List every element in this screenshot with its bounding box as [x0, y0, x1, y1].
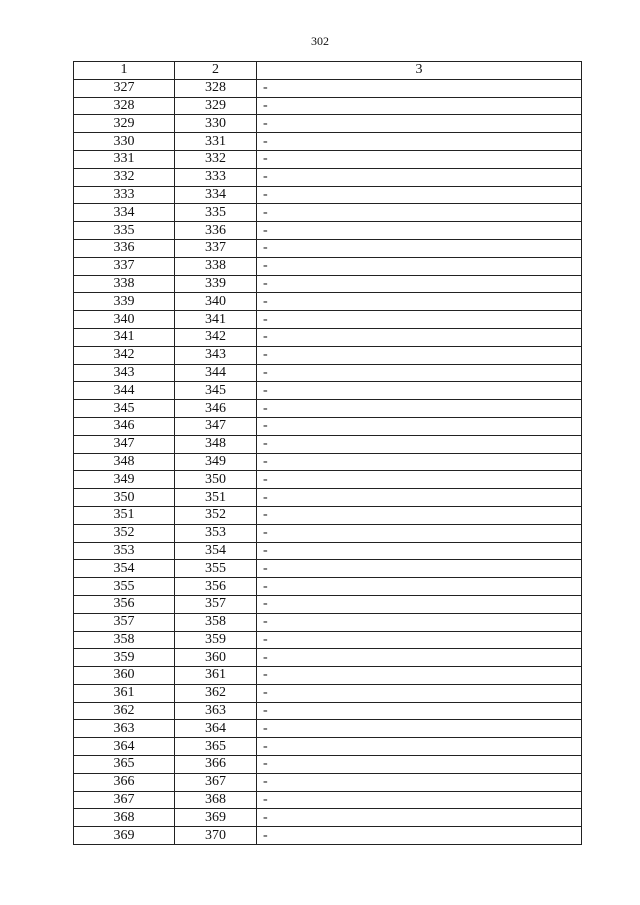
- table-cell-col-2: 362: [175, 684, 257, 702]
- table-cell-col-1: 333: [74, 186, 175, 204]
- table-cell-col-2: 370: [175, 827, 257, 845]
- table-cell-col-3: -: [257, 222, 582, 240]
- table-cell-col-3: -: [257, 595, 582, 613]
- table-cell-col-3: -: [257, 773, 582, 791]
- table-cell-col-1: 346: [74, 417, 175, 435]
- table-cell-col-3: -: [257, 667, 582, 685]
- table-cell-col-2: 366: [175, 756, 257, 774]
- table-cell-col-1: 341: [74, 328, 175, 346]
- table-cell-col-1: 332: [74, 168, 175, 186]
- table-cell-col-3: -: [257, 311, 582, 329]
- table-cell-col-1: 361: [74, 684, 175, 702]
- table-cell-col-1: 347: [74, 435, 175, 453]
- table-cell-col-1: 357: [74, 613, 175, 631]
- table-row: [74, 560, 582, 578]
- table-cell-col-1: 365: [74, 756, 175, 774]
- table-row: [74, 702, 582, 720]
- table-cell-col-1: 364: [74, 738, 175, 756]
- table-row: [74, 613, 582, 631]
- table-cell-col-2: 341: [175, 311, 257, 329]
- table-cell-col-1: 343: [74, 364, 175, 382]
- table-row: [74, 506, 582, 524]
- table-row: [74, 489, 582, 507]
- table-row: [74, 364, 582, 382]
- table-cell-col-3: -: [257, 239, 582, 257]
- table-row: [74, 756, 582, 774]
- table-cell-col-1: 362: [74, 702, 175, 720]
- table-cell-col-1: 359: [74, 649, 175, 667]
- table-row: [74, 346, 582, 364]
- table-cell-col-1: 330: [74, 133, 175, 151]
- table-row: [74, 809, 582, 827]
- table-cell-col-1: 344: [74, 382, 175, 400]
- table-cell-col-2: 335: [175, 204, 257, 222]
- table-cell-col-2: 332: [175, 150, 257, 168]
- table-row: [74, 79, 582, 97]
- table-row: [74, 773, 582, 791]
- table-cell-col-1: 353: [74, 542, 175, 560]
- table-cell-col-3: -: [257, 471, 582, 489]
- table-row: [74, 738, 582, 756]
- table-cell-col-2: 331: [175, 133, 257, 151]
- table-cell-col-3: -: [257, 649, 582, 667]
- table-cell-col-3: -: [257, 133, 582, 151]
- table-row: [74, 239, 582, 257]
- table-cell-col-3: -: [257, 613, 582, 631]
- table-cell-col-1: 366: [74, 773, 175, 791]
- table-cell-col-3: -: [257, 364, 582, 382]
- table-cell-col-3: -: [257, 382, 582, 400]
- table-cell-col-3: -: [257, 791, 582, 809]
- table-cell-col-2: 357: [175, 595, 257, 613]
- table-row: [74, 453, 582, 471]
- data-table: [73, 61, 582, 845]
- table-cell-col-3: -: [257, 293, 582, 311]
- table-cell-col-2: 337: [175, 239, 257, 257]
- table-cell-col-3: -: [257, 702, 582, 720]
- table-cell-col-3: -: [257, 827, 582, 845]
- table-cell-col-3: -: [257, 720, 582, 738]
- table-cell-col-1: 336: [74, 239, 175, 257]
- table-row: [74, 222, 582, 240]
- table-cell-col-3: -: [257, 79, 582, 97]
- column-header-3: 3: [257, 62, 582, 80]
- table-row: [74, 328, 582, 346]
- table-cell-col-2: 360: [175, 649, 257, 667]
- table-cell-col-3: -: [257, 150, 582, 168]
- table-cell-col-1: 360: [74, 667, 175, 685]
- table-cell-col-3: -: [257, 578, 582, 596]
- table-cell-col-2: 351: [175, 489, 257, 507]
- table-cell-col-2: 353: [175, 524, 257, 542]
- table-row: [74, 684, 582, 702]
- column-header-2: 2: [175, 62, 257, 80]
- table-body: [74, 79, 582, 844]
- table-cell-col-1: 331: [74, 150, 175, 168]
- table-cell-col-3: -: [257, 400, 582, 418]
- table-cell-col-3: -: [257, 346, 582, 364]
- table-cell-col-2: 347: [175, 417, 257, 435]
- table-cell-col-1: 345: [74, 400, 175, 418]
- column-header-1: 1: [74, 62, 175, 80]
- table-cell-col-1: 327: [74, 79, 175, 97]
- table-cell-col-3: -: [257, 809, 582, 827]
- table-row: [74, 524, 582, 542]
- table-cell-col-3: -: [257, 684, 582, 702]
- table-cell-col-1: 334: [74, 204, 175, 222]
- table-cell-col-1: 352: [74, 524, 175, 542]
- table-cell-col-1: 335: [74, 222, 175, 240]
- table-cell-col-1: 340: [74, 311, 175, 329]
- table-row: [74, 168, 582, 186]
- table-cell-col-2: 339: [175, 275, 257, 293]
- table-cell-col-3: -: [257, 186, 582, 204]
- table-cell-col-2: 336: [175, 222, 257, 240]
- table-cell-col-3: -: [257, 542, 582, 560]
- table-cell-col-1: 329: [74, 115, 175, 133]
- table-cell-col-3: -: [257, 435, 582, 453]
- table-cell-col-1: 338: [74, 275, 175, 293]
- table-row: [74, 791, 582, 809]
- table-cell-col-1: 328: [74, 97, 175, 115]
- table-cell-col-2: 349: [175, 453, 257, 471]
- table-cell-col-2: 356: [175, 578, 257, 596]
- table-cell-col-2: 358: [175, 613, 257, 631]
- table-row: [74, 97, 582, 115]
- table-cell-col-3: -: [257, 168, 582, 186]
- table-cell-col-2: 354: [175, 542, 257, 560]
- table-cell-col-3: -: [257, 506, 582, 524]
- table-cell-col-2: 328: [175, 79, 257, 97]
- table-row: [74, 471, 582, 489]
- table-cell-col-2: 345: [175, 382, 257, 400]
- table-cell-col-1: 337: [74, 257, 175, 275]
- table-row: [74, 542, 582, 560]
- table-cell-col-1: 354: [74, 560, 175, 578]
- table-cell-col-1: 348: [74, 453, 175, 471]
- table-cell-col-1: 339: [74, 293, 175, 311]
- table-row: [74, 649, 582, 667]
- table-row: [74, 293, 582, 311]
- table-cell-col-3: -: [257, 115, 582, 133]
- table-cell-col-1: 350: [74, 489, 175, 507]
- table-cell-col-1: 358: [74, 631, 175, 649]
- table-cell-col-3: -: [257, 738, 582, 756]
- table-row: [74, 133, 582, 151]
- table-cell-col-3: -: [257, 453, 582, 471]
- table-cell-col-3: -: [257, 257, 582, 275]
- table-cell-col-2: 343: [175, 346, 257, 364]
- table-cell-col-1: 368: [74, 809, 175, 827]
- table-cell-col-2: 355: [175, 560, 257, 578]
- table-row: [74, 417, 582, 435]
- page-number: 302: [311, 34, 329, 48]
- table-row: [74, 578, 582, 596]
- table-cell-col-1: 349: [74, 471, 175, 489]
- table-cell-col-2: 369: [175, 809, 257, 827]
- table-cell-col-1: 356: [74, 595, 175, 613]
- table-cell-col-3: -: [257, 560, 582, 578]
- table-cell-col-2: 368: [175, 791, 257, 809]
- header-row: [74, 62, 582, 80]
- table-cell-col-2: 350: [175, 471, 257, 489]
- table-row: [74, 382, 582, 400]
- table-cell-col-3: -: [257, 631, 582, 649]
- table-cell-col-1: 355: [74, 578, 175, 596]
- table-cell-col-2: 359: [175, 631, 257, 649]
- table-row: [74, 400, 582, 418]
- table-cell-col-2: 361: [175, 667, 257, 685]
- table-cell-col-2: 348: [175, 435, 257, 453]
- table-row: [74, 827, 582, 845]
- table-cell-col-3: -: [257, 275, 582, 293]
- table-row: [74, 311, 582, 329]
- table-cell-col-2: 342: [175, 328, 257, 346]
- table-header: [74, 62, 582, 80]
- table-row: [74, 720, 582, 738]
- table-cell-col-2: 367: [175, 773, 257, 791]
- table-cell-col-3: -: [257, 417, 582, 435]
- table-row: [74, 150, 582, 168]
- table-cell-col-2: 334: [175, 186, 257, 204]
- table-cell-col-2: 363: [175, 702, 257, 720]
- table-cell-col-3: -: [257, 204, 582, 222]
- table-row: [74, 435, 582, 453]
- table-cell-col-2: 333: [175, 168, 257, 186]
- table-cell-col-2: 364: [175, 720, 257, 738]
- table-cell-col-2: 365: [175, 738, 257, 756]
- table-cell-col-3: -: [257, 328, 582, 346]
- table-cell-col-1: 351: [74, 506, 175, 524]
- table-cell-col-2: 330: [175, 115, 257, 133]
- table-row: [74, 667, 582, 685]
- table-cell-col-1: 367: [74, 791, 175, 809]
- table-row: [74, 275, 582, 293]
- table-row: [74, 186, 582, 204]
- table-cell-col-1: 342: [74, 346, 175, 364]
- table-cell-col-2: 329: [175, 97, 257, 115]
- table-cell-col-3: -: [257, 489, 582, 507]
- table-cell-col-1: 363: [74, 720, 175, 738]
- table-row: [74, 631, 582, 649]
- table-row: [74, 257, 582, 275]
- table-cell-col-2: 346: [175, 400, 257, 418]
- table-cell-col-2: 344: [175, 364, 257, 382]
- table-row: [74, 595, 582, 613]
- data-table-container: [73, 61, 581, 845]
- table-cell-col-3: -: [257, 756, 582, 774]
- table-cell-col-1: 369: [74, 827, 175, 845]
- table-cell-col-2: 352: [175, 506, 257, 524]
- table-cell-col-3: -: [257, 524, 582, 542]
- table-cell-col-2: 338: [175, 257, 257, 275]
- table-cell-col-2: 340: [175, 293, 257, 311]
- table-row: [74, 115, 582, 133]
- table-row: [74, 204, 582, 222]
- table-cell-col-3: -: [257, 97, 582, 115]
